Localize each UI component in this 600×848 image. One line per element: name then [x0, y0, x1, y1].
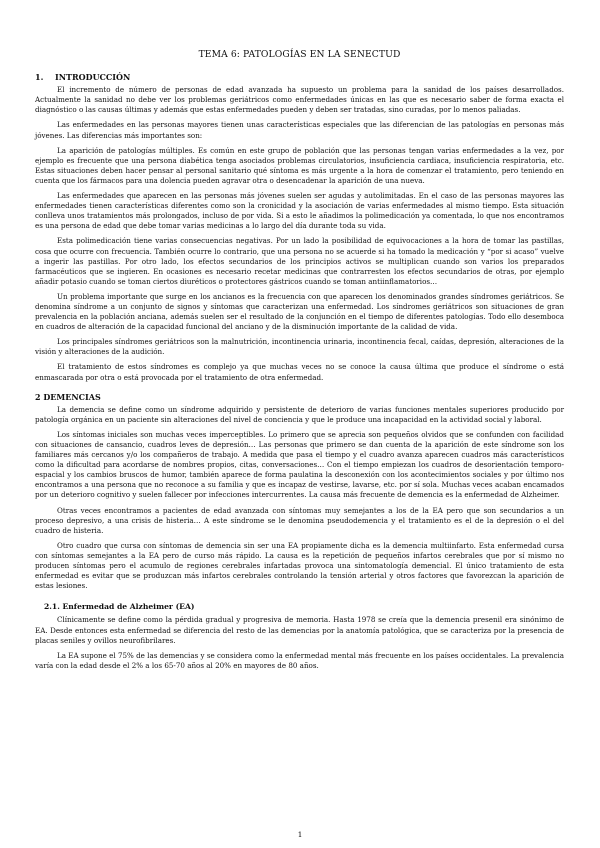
paragraph: La EA supone el 75% de las demencias y se considera como la enfermedad mental más frecuente en los países occidentales. La prevalencia varía con la edad desde el 2% a los 65-70 años al 20% en mayores de 80 años. — [35, 650, 564, 670]
paragraph: Otro cuadro que cursa con síntomas de demencia sin ser una EA propiamente dicha es la demencia multiinfarto. Esta enfermedad cursa con síntomas semejantes a la EA pero de curso más rápido. La causa es la repetición de pequeños infartos cerebrales que por sí mismo no producen síntomas pero el acumulo de regiones cerebrales infartadas provoca una sintomatología demencial. El único tratamiento de esta enfermedad es evitar que se produzcan más infartos cerebrales controlando la tensión arterial y otros factores que favorezcan la aparición de estas lesiones. — [35, 540, 564, 591]
section-2-1-heading: 2.1. Enfermedad de Alzheimer (EA) — [44, 602, 195, 612]
paragraph: La demencia se define como un síndrome adquirido y persistente de deterioro de varias funciones mentales superiores producido por patología orgánica en un paciente sin alteraciones del nivel de conciencia y que le produce una incapacidad en la actividad social y laboral. — [35, 404, 564, 424]
document-title: TEMA 6: PATOLOGÍAS EN LA SENECTUD — [198, 49, 401, 60]
paragraph: Los principales síndromes geriátricos son la malnutrición, incontinencia urinaria, incontinencia fecal, caídas, depresión, alteraciones de la visión y alteraciones de la audición. — [35, 337, 564, 357]
paragraph: El tratamiento de estos síndromes es complejo ya que muchas veces no se conoce la causa última que produce el síndrome o está enmascarada por otra o está provocada por el tratamiento de otra enfermedad. — [35, 362, 564, 382]
paragraph: Las enfermedades en las personas mayores tienen unas características especiales que las diferencian de las patologías en personas más jóvenes. Las diferencias más importantes son: — [35, 120, 564, 140]
section-1-heading — [35, 72, 564, 82]
paragraph: El incremento de número de personas de edad avanzada ha supuesto un problema para la sanidad de los países desarrollados. Actualmente la sanidad no debe ver los problemas geriátricos como enfermedades únicas en las que es necesario saber de forma exacta el diagnóstico o las causas últimas y además que estas enfermedades pueden y deben ser tratadas, sino curadas, por lo menos paliadas. — [35, 85, 564, 115]
paragraph: Las enfermedades que aparecen en las personas más jóvenes suelen ser agudas y autolimitadas. En el caso de las personas mayores las enfermedades tienen características diferentes como son la cronicidad y la asociación de varias enfermedades al mismo tiempo. Esta situación conlleva unos tratamientos más prolongados, incluso de por vida. Si a esto le añadimos la polimedicación ya comentada, lo que nos encontramos es una persona de edad que debe tomar varias medicinas a lo largo del día durante toda su vida. — [35, 191, 564, 231]
paragraph: Los síntomas iniciales son muchas veces imperceptibles. Lo primero que se aprecia son pequeños olvidos que se confunden con facilidad con situaciones de cansancio, cuadros leves de depresión… Las personas que primero se dan cuenta de la aparición de este síndrome son los familiares más cercanos y/o los compañeros de trabajo. A medida que pasa el tiempo y el cuadro avanza aparecen cuadros más característicos como la dificultad para acordarse de nombres propios, citas, conversaciones… Con el tiempo empiezan los cuadros de desorientación temporo-espacial y los cambios bruscos de humor, también aparece de forma paulatina la desconexión con los acontecimientos sociales y por último nos encontramos a una persona que no reconoce a su familia y que es incapaz de vestirse, lavarse, etc. por sí sola. Muchas veces acaban encamados por un deterioro cognitivo y suelen fallecer por infecciones intercurrentes. La causa más frecuente de demencia es la enfermedad de Alzheimer. — [35, 429, 564, 500]
paragraph: La aparición de patologías múltiples. Es común en este grupo de población que las personas tengan varias enfermedades a la vez, por ejemplo es frecuente que una persona diabética tenga asociados problemas circulatorios, insuficiencia cardiaca, insuficiencia respiratoria, etc. Estas situaciones deben hacer pensar al personal sanitario qué síntoma es más urgente a la hora de comenzar el tratamiento, pero teniendo en cuenta que los fármacos para una dolencia pueden agravar otra o desencadenar la aparición de una nueva. — [35, 145, 564, 185]
section-1-number: 1. — [35, 72, 44, 83]
paragraph: Un problema importante que surge en los ancianos es la frecuencia con que aparecen los denominados grandes síndromes geriátricos. Se denomina síndrome a un conjunto de signos y síntomas que caracterizan una enfermedad. Los síndromes geriátricos son situaciones de gran prevalencia en la población anciana, además suelen ser el resultado de la conjunción en el tiempo de diferentes patologías. Todo ello desemboca en cuadros de alteración de la capacidad funcional del anciano y de la disminución importante de la calidad de vida. — [35, 291, 564, 332]
page-number: 1 — [297, 830, 303, 839]
section-2-heading: 2 DEMENCIAS — [35, 391, 101, 402]
paragraph: Esta polimedicación tiene varias consecuencias negativas. Por un lado la posibilidad de equivocaciones a la hora de tomar las pastillas, cosa que ocurre con frecuencia. También ocurre lo contrario, que una persona no se acuerde si ha tomado la medicación y “por si acaso” vuelve a ingerir las pastillas. Por otro lado, los efectos secundarios de los principios activos se multiplican cuando son varios los preparados farmacéuticos que se ingieren. En ocasiones es necesario recetar medicinas que contrarresten los efectos secundarios de otras, por ejemplo añadir potasio cuando se toman ciertos diuréticos o protectores gástricos cuando se toman antiinflamatorios… — [35, 236, 564, 286]
section-1-title: INTRODUCCIÓN — [55, 72, 131, 83]
paragraph: Otras veces encontramos a pacientes de edad avanzada con síntomas muy semejantes a los de la EA pero que son secundarios a un proceso depresivo, a una crisis de histeria… A este síndrome se le denomina pseudodemencia y el tratamiento es el de la depresión o el del cuadro de histeria. — [35, 505, 564, 535]
paragraph: Clínicamente se define como la pérdida gradual y progresiva de memoria. Hasta 1978 se creía que la demencia presenil era sinónimo de EA. Desde entonces esta enfermedad se diferencia del resto de las demencias por la anatomía patológica, que se caracteriza por la presencia de placas seniles y ovillos neurofibrilares. — [35, 615, 564, 645]
